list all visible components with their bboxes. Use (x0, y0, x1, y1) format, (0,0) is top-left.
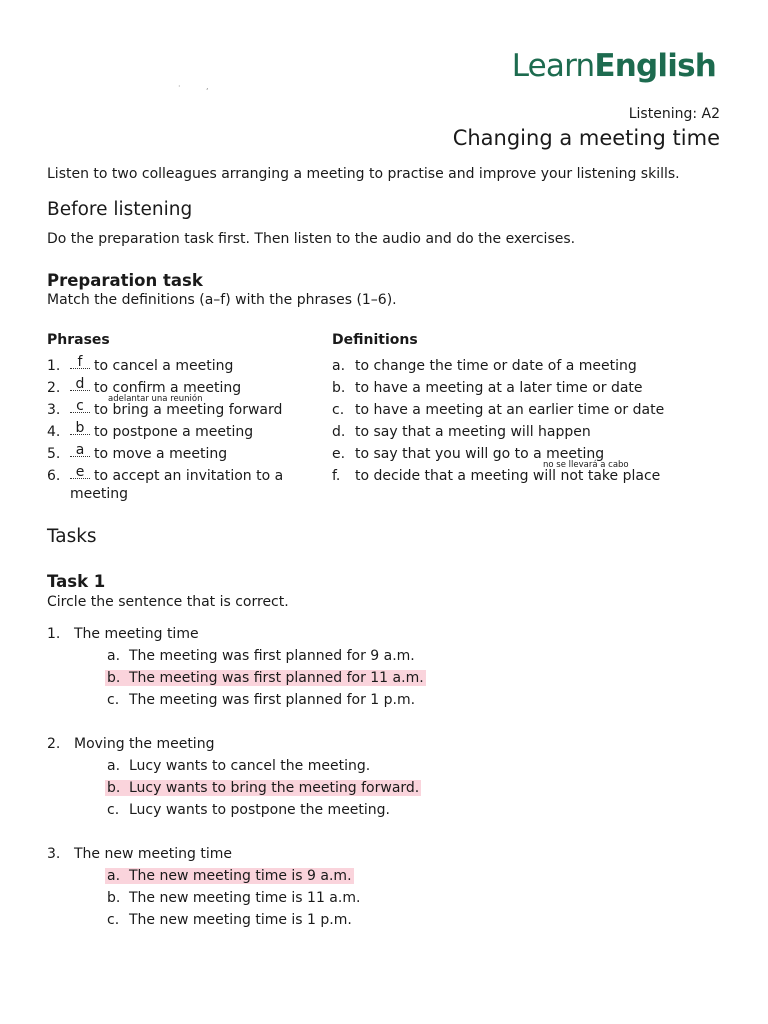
answer-option-highlighted[interactable]: b. Lucy wants to bring the meeting forward. (107, 780, 420, 796)
answer-blank: f (70, 356, 90, 369)
task1-instruction: Circle the sentence that is correct. (47, 594, 289, 610)
answer-option[interactable]: a. Lucy wants to cancel the meeting. (107, 758, 371, 774)
definition-item: a. to change the time or date of a meeting (332, 358, 637, 374)
phrase-item: 5. a to move a meeting (47, 442, 228, 462)
phrases-heading: Phrases (47, 332, 110, 348)
phrase-item: 4. b to postpone a meeting (47, 420, 254, 440)
phrase-item: 1. f to cancel a meeting (47, 354, 234, 374)
answer-blank: b (70, 422, 90, 435)
answer-option[interactable]: a. The meeting was first planned for 9 a.m. (107, 648, 415, 664)
phrase-item-continuation: meeting (70, 486, 129, 502)
answer-blank: e (70, 466, 90, 479)
answer-option[interactable]: c. The meeting was first planned for 1 p.m. (107, 692, 416, 708)
preparation-heading: Preparation task (47, 271, 203, 290)
answer-option-highlighted[interactable]: a. The new meeting time is 9 a.m. (107, 868, 352, 884)
answer-option[interactable]: c. The new meeting time is 1 p.m. (107, 912, 352, 928)
intro-text: Listen to two colleagues arranging a meeting to practise and improve your listening skills. (47, 166, 680, 182)
scan-mark: · , (178, 82, 209, 91)
before-listening-text: Do the preparation task first. Then listen to the audio and do the exercises. (47, 231, 576, 247)
answer-blank: d (70, 378, 90, 391)
handwritten-note-cabo: no se llevará a cabo (543, 460, 629, 470)
answer-blank: a (70, 444, 90, 457)
task1-heading: Task 1 (47, 572, 106, 591)
definitions-heading: Definitions (332, 332, 418, 348)
answer-option[interactable]: c. Lucy wants to postpone the meeting. (107, 802, 391, 818)
phrase-item: 6. e to accept an invitation to a (47, 464, 284, 484)
question-item: 3. The new meeting time (47, 846, 232, 862)
phrase-item: 2. d to confirm a meeting (47, 376, 242, 396)
definition-item: e. to say that you will go to a meeting (332, 446, 605, 462)
before-listening-heading: Before listening (47, 199, 193, 220)
phrase-item: 3. c to bring a meeting forward (47, 398, 283, 418)
tasks-heading: Tasks (47, 526, 97, 547)
preparation-instruction: Match the definitions (a–f) with the phrases (1–6). (47, 292, 397, 308)
answer-option[interactable]: b. The new meeting time is 11 a.m. (107, 890, 361, 906)
learnenglish-logo (512, 48, 716, 84)
logo-learn: Learn (511, 48, 595, 84)
definition-item: b. to have a meeting at a later time or date (332, 380, 643, 396)
answer-blank: c (70, 400, 90, 413)
level-label: Listening: A2 (628, 106, 720, 122)
handwritten-note-adelantar: adelantar una reunión (108, 394, 203, 404)
question-item: 2. Moving the meeting (47, 736, 215, 752)
answer-option-highlighted[interactable]: b. The meeting was first planned for 11 a.m. (107, 670, 424, 686)
logo-english: English (594, 48, 716, 84)
definition-item: f. to decide that a meeting will not take place (332, 468, 661, 484)
question-item: 1. The meeting time (47, 626, 199, 642)
page-title: Changing a meeting time (452, 126, 720, 150)
definition-item: c. to have a meeting at an earlier time or date (332, 402, 665, 418)
definition-item: d. to say that a meeting will happen (332, 424, 591, 440)
